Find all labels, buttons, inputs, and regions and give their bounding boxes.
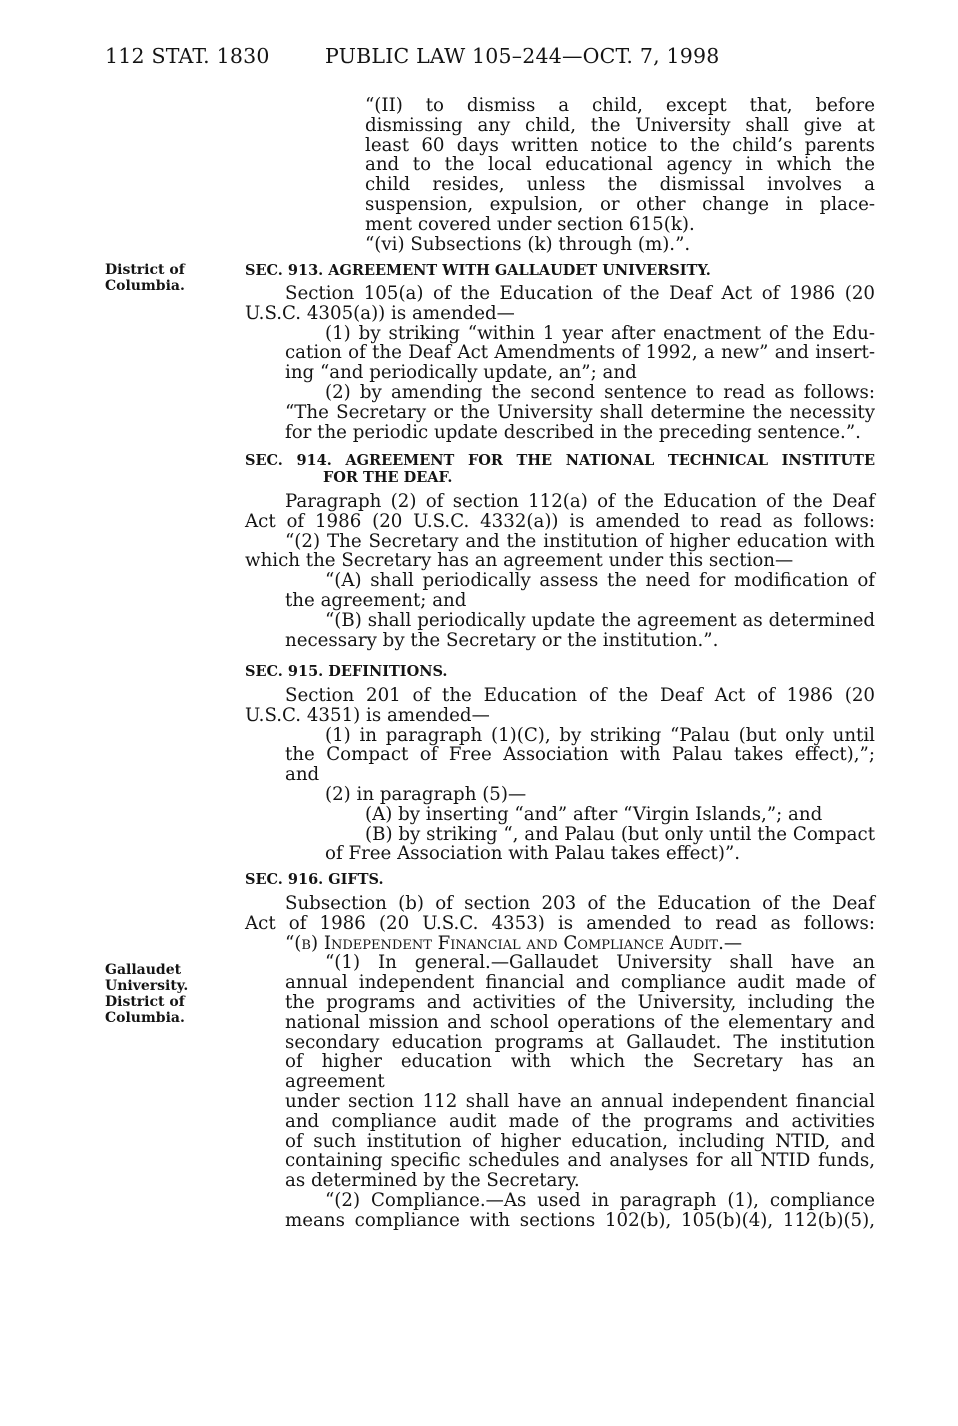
text-line: dismissing any child, the University shall give at xyxy=(365,114,875,136)
text-line: national mission and school operations of the elementary and xyxy=(285,1011,875,1033)
section-913 xyxy=(245,262,875,442)
text-line: (B) by striking “, and Palau (but only until the Compact xyxy=(365,823,875,845)
text-line: U.S.C. 4305(a)) is amended— xyxy=(245,302,515,324)
text-line: (2) in paragraph (5)— xyxy=(325,783,527,805)
text-line: which the Secretary has an agreement under this section— xyxy=(245,550,794,572)
margin-note-gallaudet xyxy=(105,962,223,1026)
text-line: necessary by the Secretary or the institution.”. xyxy=(285,629,719,651)
text-line: Subsection (b) of section 203 of the Education of the Deaf xyxy=(285,893,875,914)
page-header-stat: 112 STAT. 1830 xyxy=(105,44,270,68)
margin-note-line: District of xyxy=(105,994,185,1010)
margin-note-line: Columbia. xyxy=(105,1010,185,1026)
margin-note-district xyxy=(105,262,223,294)
section-heading: SEC. 915. DEFINITIONS. xyxy=(245,663,448,680)
text-line: containing specific schedules and analyses for all NTID funds, xyxy=(285,1150,875,1172)
section-915 xyxy=(245,663,875,864)
text-line: ing “and periodically update, an”; and xyxy=(285,362,637,384)
text-line: suspension, expulsion, or other change in place- xyxy=(365,193,875,215)
page-header-law: PUBLIC LAW 105–244—OCT. 7, 1998 xyxy=(325,44,720,68)
text-line: Act of 1986 (20 U.S.C. 4332(a)) is amended to read as follows: xyxy=(245,510,875,532)
margin-note-line: District of xyxy=(105,262,185,278)
section-heading: FOR THE DEAF. xyxy=(323,469,453,486)
text-line: of such institution of higher education, including NTID, and xyxy=(285,1130,875,1152)
text-line: (1) by striking “within 1 year after enactment of the Edu- xyxy=(325,322,875,344)
text-line: (A) by inserting “and” after “Virgin Islands,”; and xyxy=(365,803,823,825)
continuation-block xyxy=(245,96,875,254)
text-line: and compliance audit made of the programs and activities xyxy=(285,1110,875,1132)
text-line: of higher education with which the Secretary has an agreement xyxy=(285,1051,875,1093)
margin-note-line: Gallaudet xyxy=(105,962,182,978)
text-line: Section 201 of the Education of the Deaf Act of 1986 (20 xyxy=(285,685,875,706)
text-line: U.S.C. 4351) is amended— xyxy=(245,704,490,726)
text-line: the Compact of Free Association with Palau takes effect),”; xyxy=(285,744,875,766)
text-line: “(2) Compliance.—As used in paragraph (1), compliance xyxy=(325,1189,875,1211)
text-line: ment covered under section 615(k). xyxy=(365,213,695,235)
section-heading: SEC. 913. AGREEMENT WITH GALLAUDET UNIVERSITY. xyxy=(245,262,711,279)
section-916 xyxy=(245,871,875,1231)
text-line: and to the local educational agency in which the xyxy=(365,154,875,176)
text-line: “(1) In general.—Gallaudet University shall have an xyxy=(325,952,875,974)
text-line: under section 112 shall have an annual independent financial xyxy=(285,1090,875,1112)
text-line: annual independent financial and compliance audit made of xyxy=(285,972,875,994)
text-line: least 60 days written notice to the child’s parents xyxy=(365,134,875,156)
text-line: for the periodic update described in the preceding sentence.”. xyxy=(285,421,861,443)
text-line: Section 105(a) of the Education of the Deaf Act of 1986 (20 xyxy=(285,283,875,304)
section-heading: SEC. 916. GIFTS. xyxy=(245,871,384,888)
text-line: (2) by amending the second sentence to read as follows: xyxy=(325,381,875,403)
text-line: child resides, unless the dismissal involves a xyxy=(365,174,875,196)
text-line: and xyxy=(285,764,320,786)
section-914 xyxy=(245,452,875,650)
text-line: (1) in paragraph (1)(C), by striking “Palau (but only until xyxy=(325,724,875,746)
text-line: “(b) Independent Financial and Compliance Audit.— xyxy=(285,932,743,954)
margin-note-line: University. xyxy=(105,978,189,994)
text-line: of Free Association with Palau takes effect)”. xyxy=(325,843,741,865)
text-line: “(II) to dismiss a child, except that, before xyxy=(365,95,875,116)
text-line: the agreement; and xyxy=(285,589,467,611)
text-line: Act of 1986 (20 U.S.C. 4353) is amended to read as follows: xyxy=(245,912,875,934)
text-line: “(2) The Secretary and the institution of higher education with xyxy=(285,530,875,552)
margin-note-line: Columbia. xyxy=(105,278,185,294)
text-line: the programs and activities of the University, including the xyxy=(285,991,875,1013)
text-line: “(A) shall periodically assess the need for modification of xyxy=(325,570,875,592)
text-line: “(B) shall periodically update the agreement as determined xyxy=(325,609,875,631)
text-line: as determined by the Secretary. xyxy=(285,1170,580,1192)
text-line: “The Secretary or the University shall determine the necessity xyxy=(285,401,875,423)
text-line: “(vi) Subsections (k) through (m).”. xyxy=(365,233,691,255)
text-line: means compliance with sections 102(b), 105(b)(4), 112(b)(5), xyxy=(285,1209,875,1231)
section-heading: SEC. 914. AGREEMENT FOR THE NATIONAL TECHNICAL INSTITUTE xyxy=(245,452,875,469)
text-line: secondary education programs at Gallaudet. The institution xyxy=(285,1031,875,1053)
text-line: cation of the Deaf Act Amendments of 1992, a new” and insert- xyxy=(285,342,875,364)
text-line: Paragraph (2) of section 112(a) of the Education of the Deaf xyxy=(285,491,875,512)
